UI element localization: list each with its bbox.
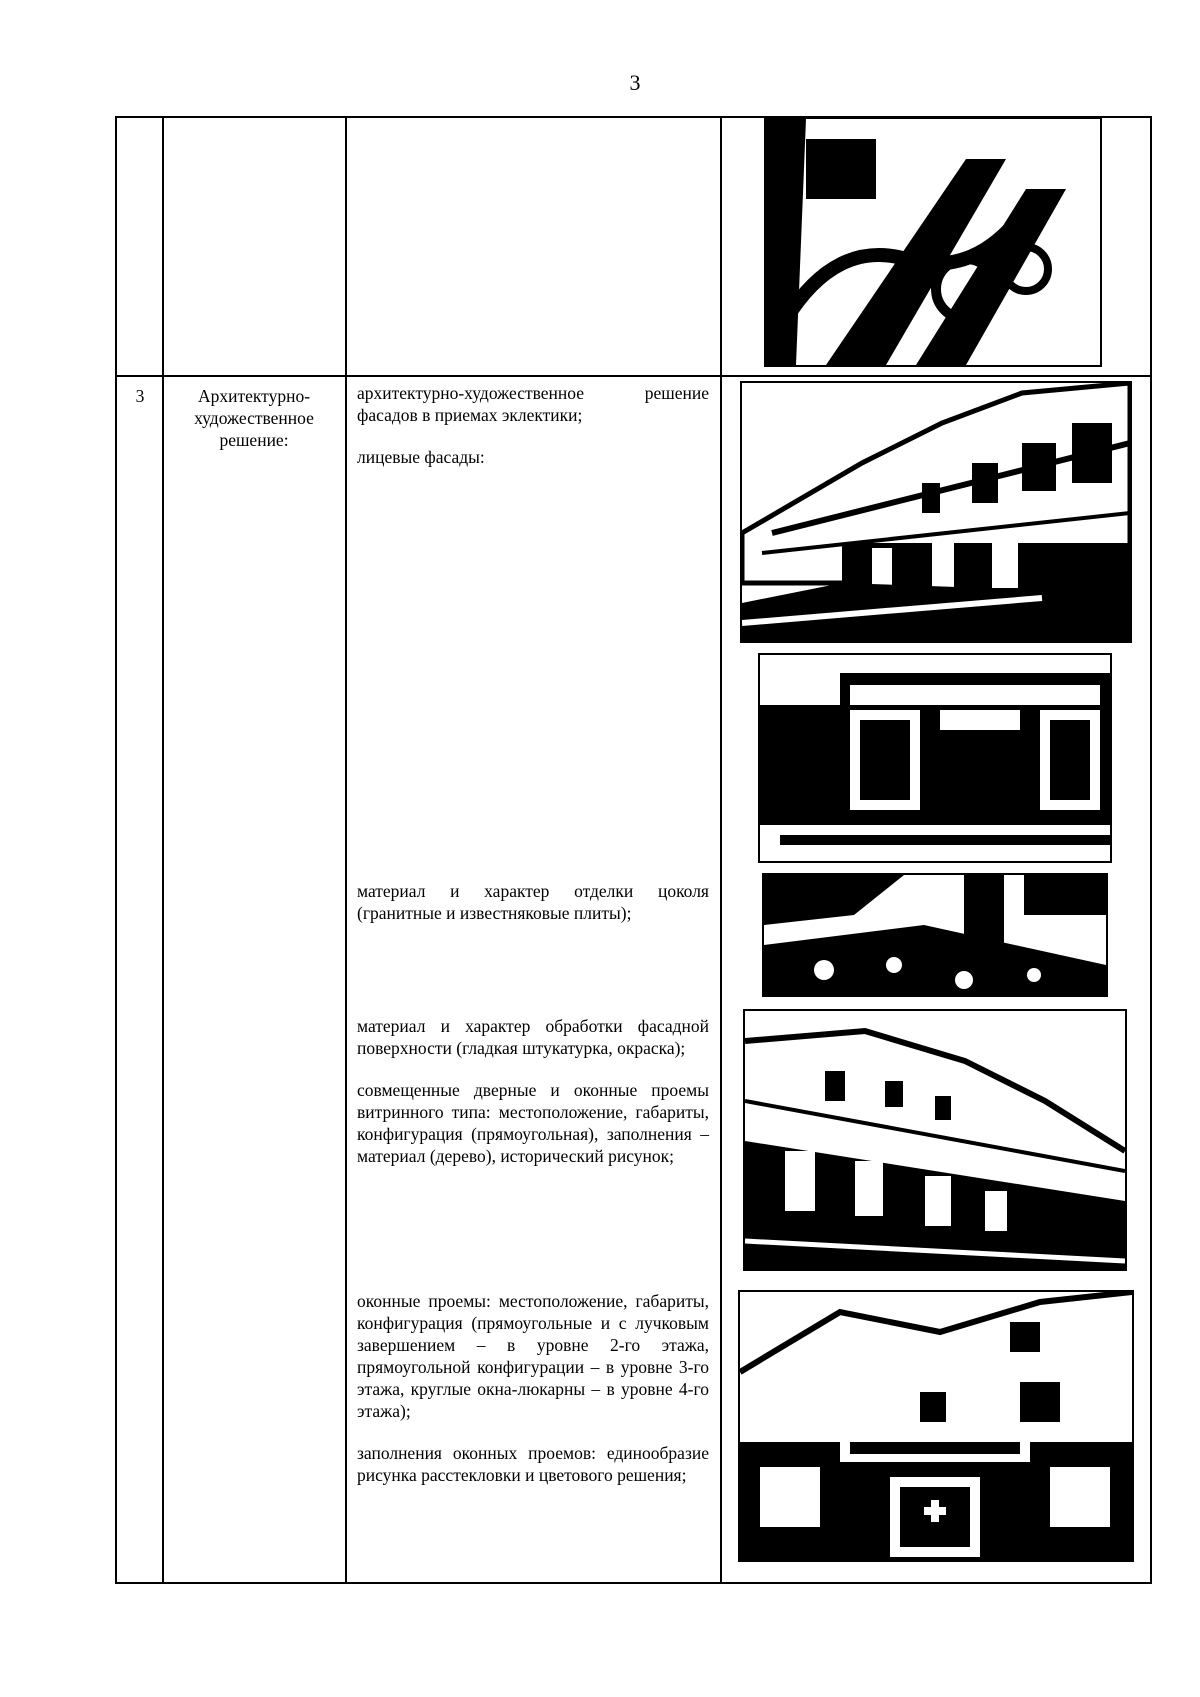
- photo-balcony-railing: [764, 117, 1102, 367]
- description-group: [357, 1015, 709, 1187]
- column-divider-1: [162, 116, 164, 1584]
- photo-street-facade: [740, 381, 1132, 643]
- description-group: [357, 880, 709, 944]
- description-item: заполнения оконных проемов: единообразие рисунка расстекловки и цветового решения;: [357, 1443, 709, 1485]
- table-border-bottom: [115, 1582, 1152, 1584]
- page-number: 3: [629, 70, 641, 95]
- photo-pharmacy-facade: [738, 1290, 1134, 1562]
- photo-shop-entrance: [758, 653, 1112, 863]
- description-item: совмещенные дверные и оконные проемы витринного типа: местоположение, габариты, конфигурация (прямоугольная), заполнения – материал (дерево), исторический рисунок;: [357, 1080, 709, 1166]
- photo-plinth: [762, 873, 1108, 997]
- description-item: архитектурно-художественное решение фасадов в приемах эклектики;: [357, 383, 709, 425]
- row-number: 3: [135, 386, 145, 406]
- column-divider-2: [345, 116, 347, 1584]
- description-item: материал и характер обработки фасадной поверхности (гладкая штукатурка, окраска);: [357, 1016, 709, 1058]
- column-divider-3: [720, 116, 722, 1584]
- table-border-left: [115, 116, 117, 1584]
- section-name-line: решение:: [219, 430, 289, 450]
- photo-arcade-facade: [743, 1009, 1127, 1271]
- row-divider: [115, 375, 1152, 377]
- description-item: оконные проемы: местоположение, габариты, конфигурация (прямоугольные и с лучковым завершением – в уровне 2-го этажа, прямоугольной конфигурации – в уровне 3-го этажа, круглые окна-люкарны – в уровне 4-го этажа);: [357, 1291, 709, 1421]
- section-name: [166, 385, 342, 451]
- section-name-line: Архитектурно-: [197, 386, 311, 406]
- description-group: [357, 382, 709, 488]
- table-border-right: [1150, 116, 1152, 1584]
- description-item: лицевые фасады:: [357, 447, 485, 467]
- description-item: материал и характер отделки цоколя (гранитные и известняковые плиты);: [357, 881, 709, 923]
- description-group: [357, 1290, 709, 1506]
- section-name-line: художественное: [194, 408, 314, 428]
